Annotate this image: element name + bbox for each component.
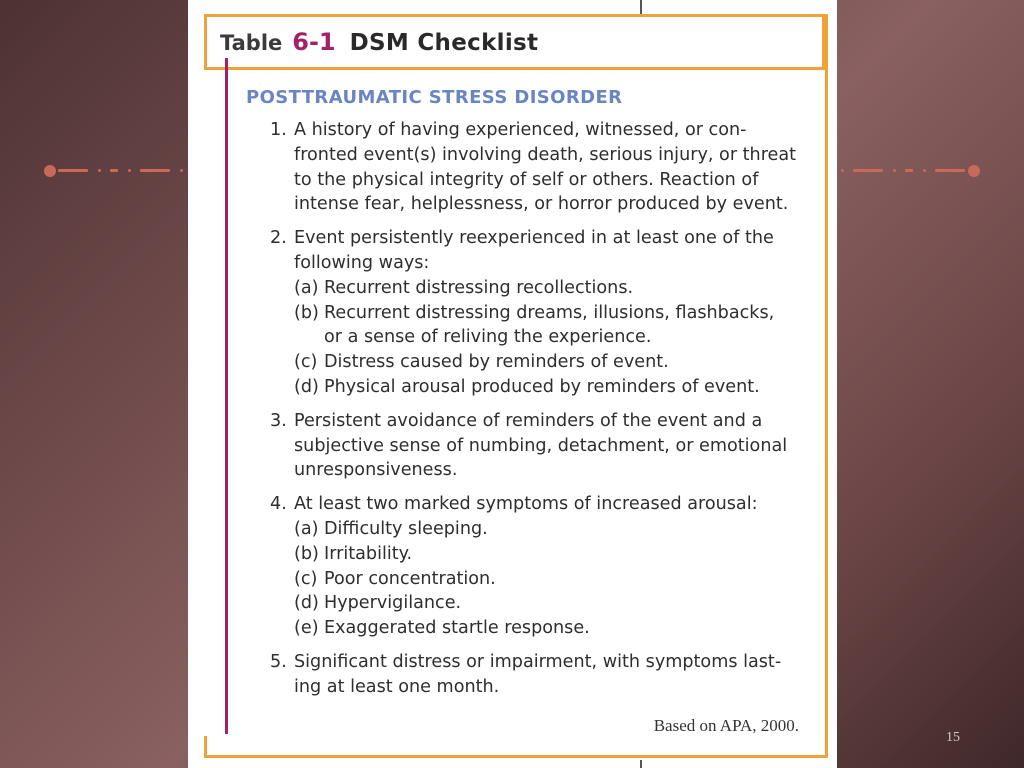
sub-criterion-letter: (e) <box>294 618 319 639</box>
sub-criterion <box>294 567 810 592</box>
criterion-text-line: fronted event(s) involving death, serious injury, or threat <box>294 144 797 165</box>
slide-number: 15 <box>946 730 960 745</box>
sub-criterion-text-line: Exaggerated startle response. <box>324 618 590 639</box>
criterion-text-line: Event persistently reexperienced in at least one of the <box>294 228 774 249</box>
gutter-rule <box>640 760 642 768</box>
sub-criterion-letter: (c) <box>294 352 318 373</box>
sub-criterion-letter: (d) <box>294 376 319 397</box>
decorative-line-left <box>44 169 188 173</box>
table-right-border <box>825 14 828 758</box>
criterion-item <box>270 492 810 641</box>
table-label: Table <box>220 31 283 55</box>
criterion-text-line: subjective sense of numbing, detachment, or emotional <box>294 435 788 456</box>
criterion-number: 5. <box>270 651 287 672</box>
sub-criterion-letter: (d) <box>294 593 319 614</box>
criterion-text-line: ing at least one month. <box>294 676 500 697</box>
criteria-list <box>270 118 810 709</box>
sub-criterion-text-line: Irritability. <box>324 543 413 564</box>
criterion-text-line: Persistent avoidance of reminders of the event and a <box>294 410 763 431</box>
table-header-divider <box>204 67 828 70</box>
sub-criterion <box>294 517 810 542</box>
table-corner-tick <box>204 736 207 758</box>
gutter-rule <box>640 0 642 14</box>
table-name: DSM Checklist <box>349 30 539 56</box>
criterion-text-line: intense fear, helplessness, or horror produced by event. <box>294 194 789 215</box>
checklist-page-image <box>188 0 837 768</box>
sub-criterion-text-line: Poor concentration. <box>324 568 496 589</box>
criterion-text-line: At least two marked symptoms of increased arousal: <box>294 494 758 515</box>
criterion-text-line: unresponsiveness. <box>294 460 458 481</box>
sub-criterion <box>294 301 810 351</box>
table-number: 6-1 <box>292 28 336 56</box>
criterion-item <box>270 650 810 700</box>
sub-criterion-text-line: Physical arousal produced by reminders of event. <box>324 376 760 397</box>
criterion-text-line: to the physical integrity of self or others. Reaction of <box>294 169 759 190</box>
sub-criterion <box>294 375 810 400</box>
criterion-text-line: A history of having experienced, witnessed, or con- <box>294 120 747 140</box>
sub-criterion-letter: (c) <box>294 568 318 589</box>
criterion-item <box>270 226 810 400</box>
accent-bar <box>225 58 228 734</box>
criterion-item <box>270 409 810 483</box>
sub-criterion-letter: (b) <box>294 543 319 564</box>
criterion-number: 1. <box>270 120 287 140</box>
criterion-item <box>270 118 810 217</box>
sub-criterion-text-line: Hypervigilance. <box>324 593 462 614</box>
criterion-number: 3. <box>270 410 287 431</box>
decorative-line-right <box>837 169 980 173</box>
sub-criterion-text-line: Recurrent distressing recollections. <box>324 277 634 298</box>
sub-criterion <box>294 276 810 301</box>
disorder-title: POSTTRAUMATIC STRESS DISORDER <box>246 87 623 108</box>
sub-criterion-text-line: Recurrent distressing dreams, illusions, flashbacks, <box>324 302 775 323</box>
table-title <box>220 28 538 62</box>
citation: Based on APA, 2000. <box>653 716 799 735</box>
sub-criterion-letter: (b) <box>294 302 319 323</box>
sub-criterion-letter: (a) <box>294 518 319 539</box>
criterion-number: 4. <box>270 494 287 515</box>
sub-criterion-text-line: Difficulty sleeping. <box>324 518 488 539</box>
sub-criterion <box>294 591 810 616</box>
sub-criterion-letter: (a) <box>294 277 319 298</box>
criterion-text-line: Significant distress or impairment, with symptoms last- <box>294 651 782 672</box>
sub-criterion-text-line: or a sense of reliving the experience. <box>324 327 652 348</box>
sub-criterion <box>294 350 810 375</box>
sub-criterion-text-line: Distress caused by reminders of event. <box>324 352 669 373</box>
sub-criterion <box>294 542 810 567</box>
table-bottom-border <box>204 755 828 758</box>
criterion-number: 2. <box>270 228 287 249</box>
sub-criterion <box>294 616 810 641</box>
criterion-text-line: following ways: <box>294 252 430 273</box>
